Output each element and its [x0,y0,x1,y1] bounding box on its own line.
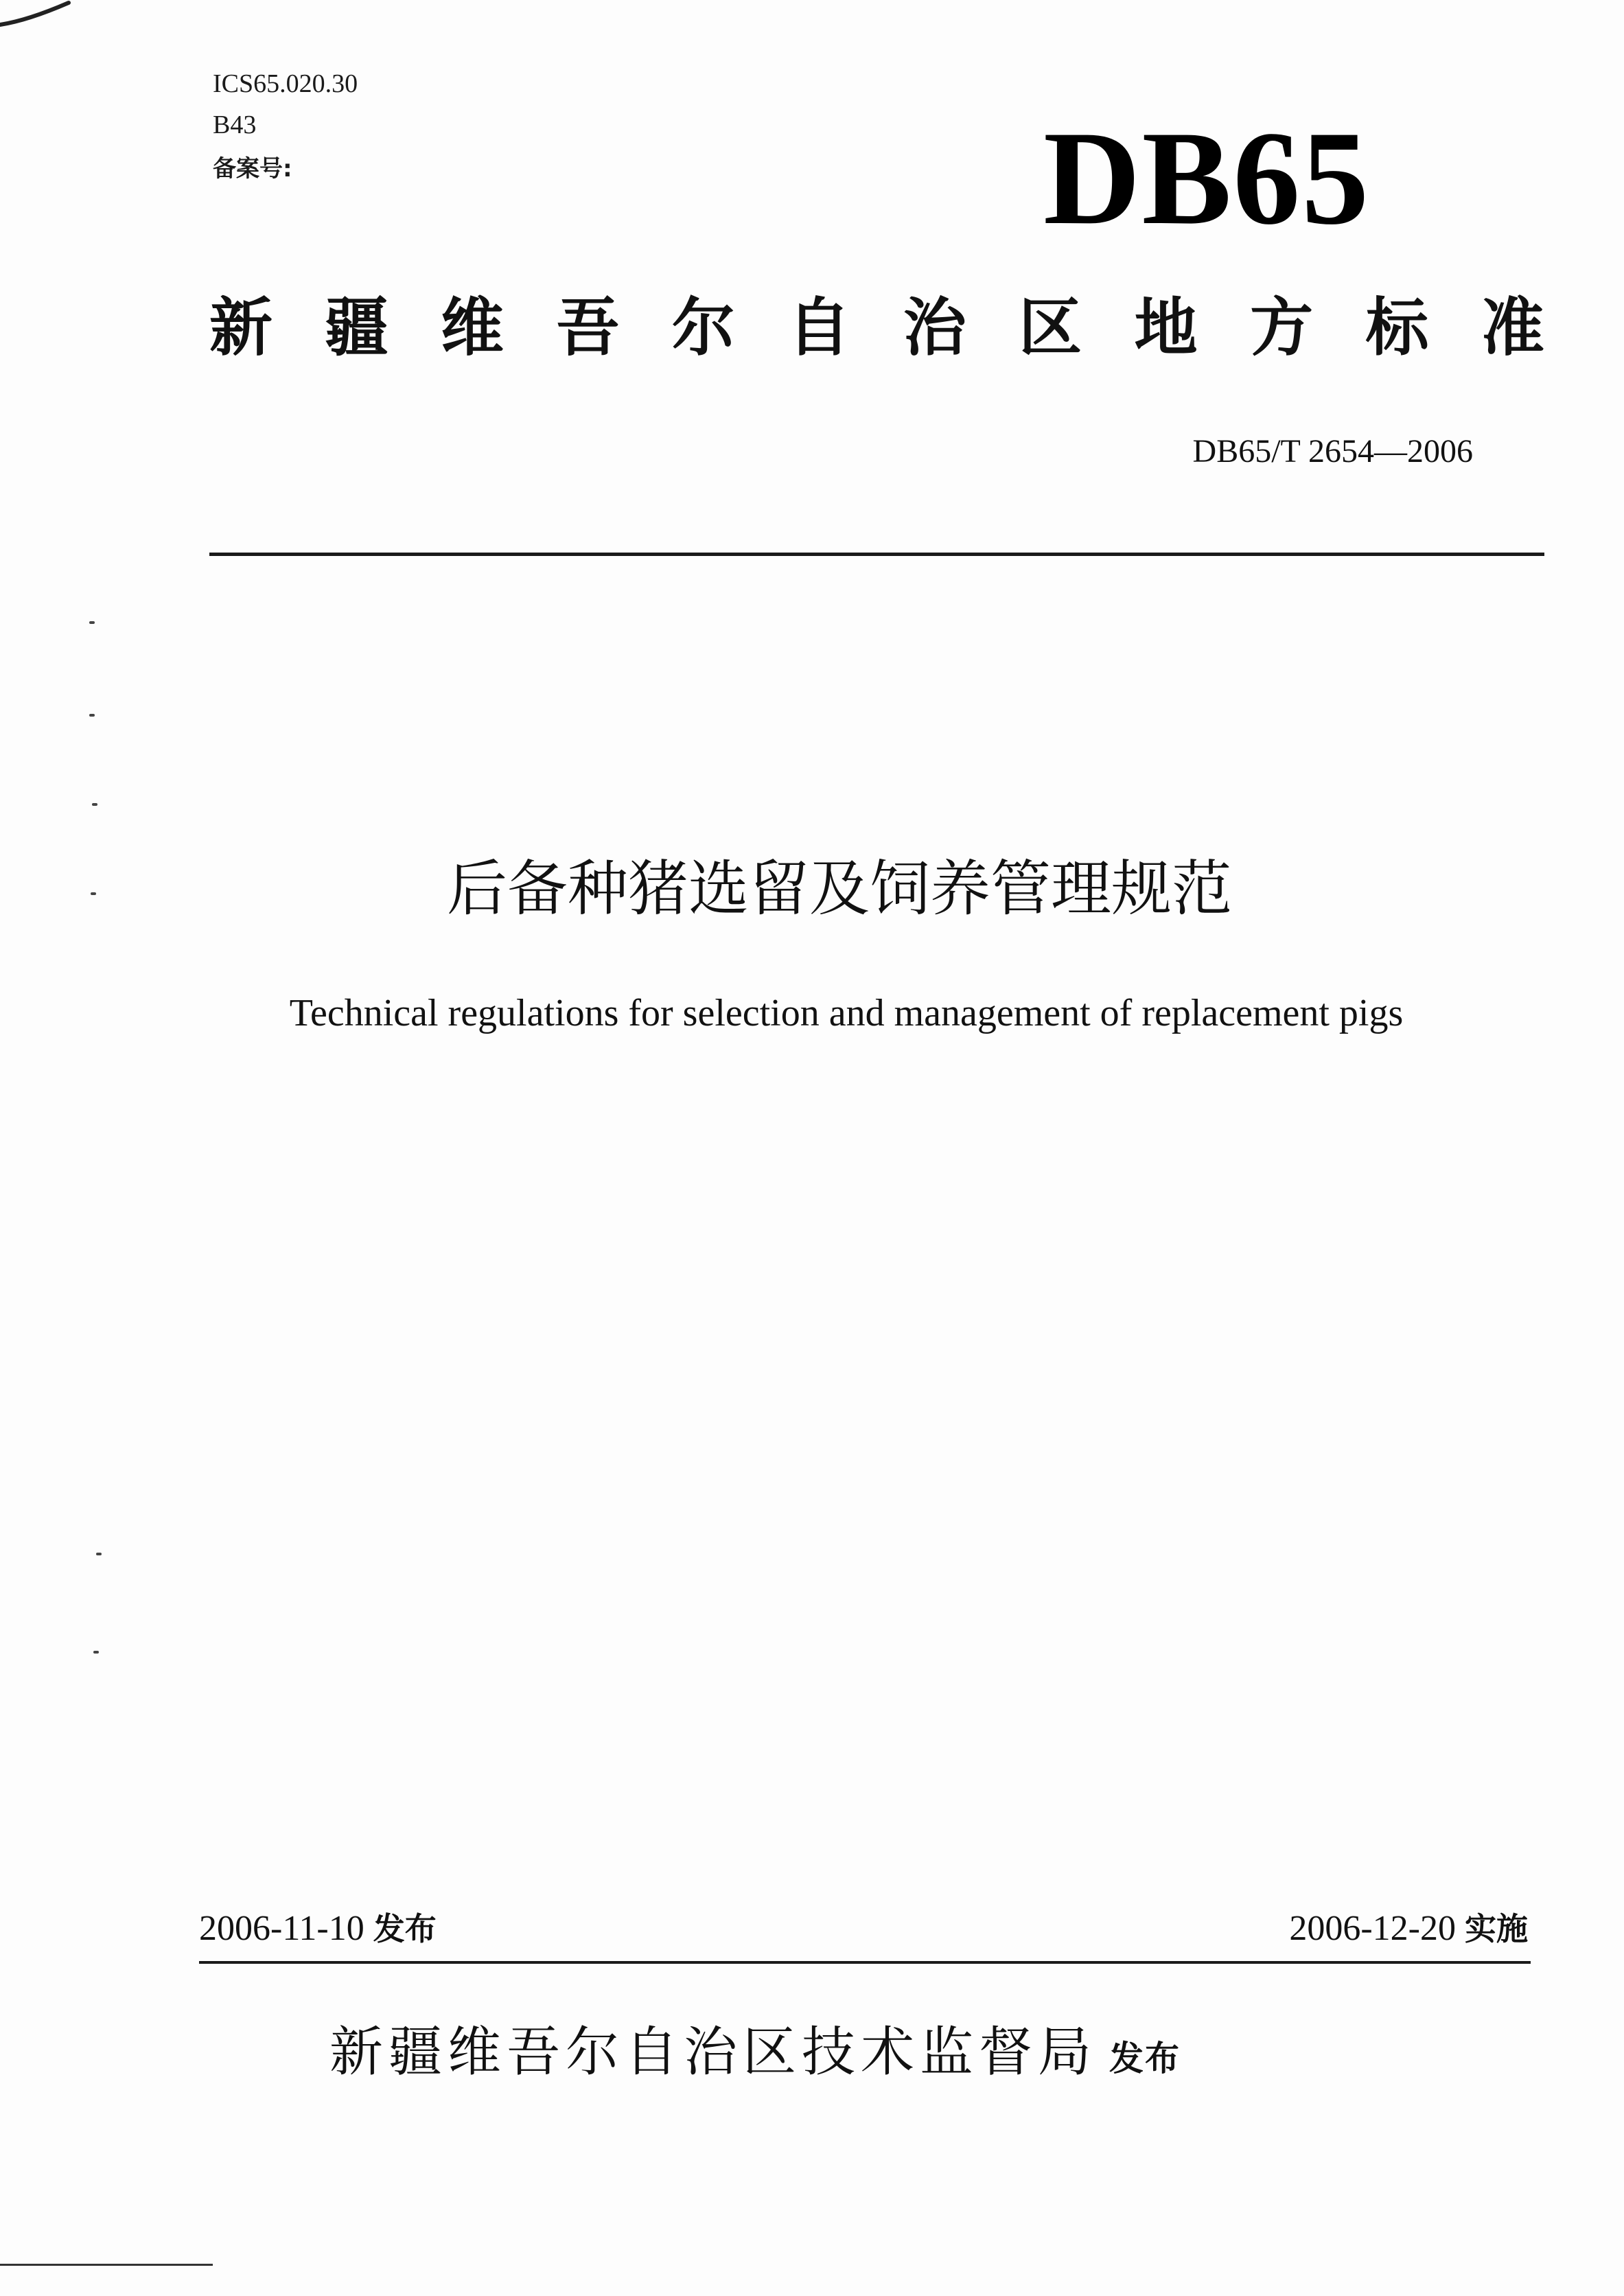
standard-type-char: 标 [1365,291,1429,364]
ics-code: ICS65.020.30 [213,69,358,98]
standard-type-char: 方 [1250,291,1314,364]
standard-type-title [209,287,1544,369]
scan-speck [89,621,95,624]
standard-type-char: 地 [1134,291,1198,364]
standard-type-char: 新 [209,291,273,364]
issue-date: 2006-11-10 [199,1909,364,1948]
header-divider [209,553,1544,556]
scan-speck [89,714,95,717]
standard-type-char: 准 [1481,291,1544,364]
issue-label: 发布 [373,1910,437,1947]
scan-bottom-edge [0,2264,213,2266]
publisher-suffix: 发布 [1109,2039,1181,2078]
filing-number-label: 备案号: [213,155,292,183]
implement-date: 2006-12-20 [1289,1909,1456,1948]
category-code: B43 [213,111,257,139]
standard-type-char: 吾 [556,291,620,364]
standard-type-char: 治 [903,291,966,364]
issue-date-line [199,1905,437,1953]
implement-date-line [1289,1905,1528,1953]
standard-code-logo: DB65 [1043,104,1371,253]
document-title-en: Technical regulations for selection and management of replacement pigs [289,992,1404,1034]
publisher-name: 新疆维吾尔自治区技术监督局 [329,2021,1098,2083]
document-title-cn: 后备种猪选留及饲养管理规范 [446,853,1232,924]
standard-number: DB65/T 2654—2006 [1192,433,1473,469]
standard-type-char: 尔 [671,291,735,364]
scan-speck [93,1651,99,1654]
standard-type-char: 疆 [325,291,388,364]
scan-speck [96,1553,102,1555]
standard-type-char: 维 [440,291,504,364]
implement-label: 实施 [1465,1910,1528,1947]
scan-corner-mark [0,0,76,27]
standard-type-char: 区 [1019,291,1082,364]
standard-type-char: 自 [787,291,851,364]
footer-divider [199,1961,1531,1964]
publisher-line [329,2015,1181,2096]
scan-speck [92,803,97,806]
